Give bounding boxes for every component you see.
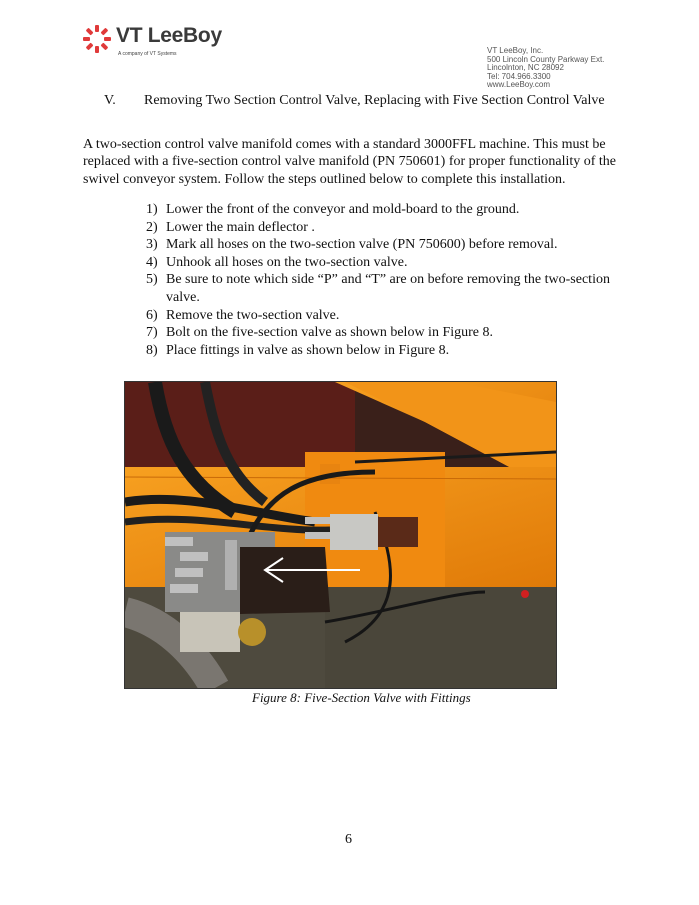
step-number: 7) (146, 325, 158, 341)
step-number: 5) (146, 272, 158, 288)
step-text: Place fittings in valve as shown below in Figure 8. (166, 342, 450, 358)
steps-list (146, 201, 616, 359)
step-text: Lower the front of the conveyor and mold-board to the ground. (166, 202, 520, 217)
step-item (146, 342, 616, 360)
step-item (146, 324, 616, 342)
address-line: 500 Lincoln County Parkway Ext. (487, 54, 605, 64)
company-address (487, 47, 604, 90)
step-item (146, 201, 616, 219)
figure-caption: Figure 8: Five-Section Valve with Fittings (252, 690, 471, 705)
step-number: 3) (146, 237, 158, 253)
vt-leeboy-logo (82, 24, 252, 60)
valve-photo-illustration (125, 382, 556, 688)
address-line: VT LeeBoy, Inc. (487, 46, 544, 55)
step-number: 6) (146, 307, 158, 323)
step-number: 1) (146, 202, 158, 217)
step-item (146, 236, 616, 254)
section-number: V. (104, 93, 116, 108)
figure-8-photo (124, 381, 557, 689)
logo-name: VT LeeBoy (116, 24, 222, 47)
step-item (146, 307, 616, 325)
step-text: Remove the two-section valve. (166, 307, 340, 323)
step-item (146, 219, 616, 237)
intro-paragraph: A two-section control valve manifold comes with a standard 3000FFL machine. This must be replaced with a five-section control valve manifold (PN 750601) for proper functionality of the swivel conveyor system. Follow the steps outlined below to complete this installation. (83, 137, 616, 187)
step-number: 2) (146, 219, 158, 235)
step-number: 4) (146, 254, 158, 270)
step-item (146, 254, 616, 272)
step-text: Bolt on the five-section valve as shown below in Figure 8. (166, 325, 493, 341)
address-line: Lincolnton, NC 28092 (487, 63, 564, 73)
address-line: Tel: 704.966.3300 (487, 71, 551, 81)
section-title: Removing Two Section Control Valve, Replacing with Five Section Control Valve (144, 93, 605, 108)
address-line: www.LeeBoy.com (487, 80, 550, 90)
step-text: Unhook all hoses on the two-section valve. (166, 254, 408, 270)
step-text: Be sure to note which side “P” and “T” are on before removing the two-section valve. (166, 272, 610, 305)
page-number: 6 (345, 832, 352, 847)
step-item (146, 271, 616, 306)
step-text: Lower the main deflector . (166, 219, 315, 235)
step-number: 8) (146, 342, 158, 358)
logo-tagline: A company of VT Systems (118, 51, 177, 57)
step-text: Mark all hoses on the two-section valve (PN 750600) before removal. (166, 237, 558, 253)
section-heading (104, 93, 605, 109)
sunburst-logo-icon (82, 24, 112, 54)
